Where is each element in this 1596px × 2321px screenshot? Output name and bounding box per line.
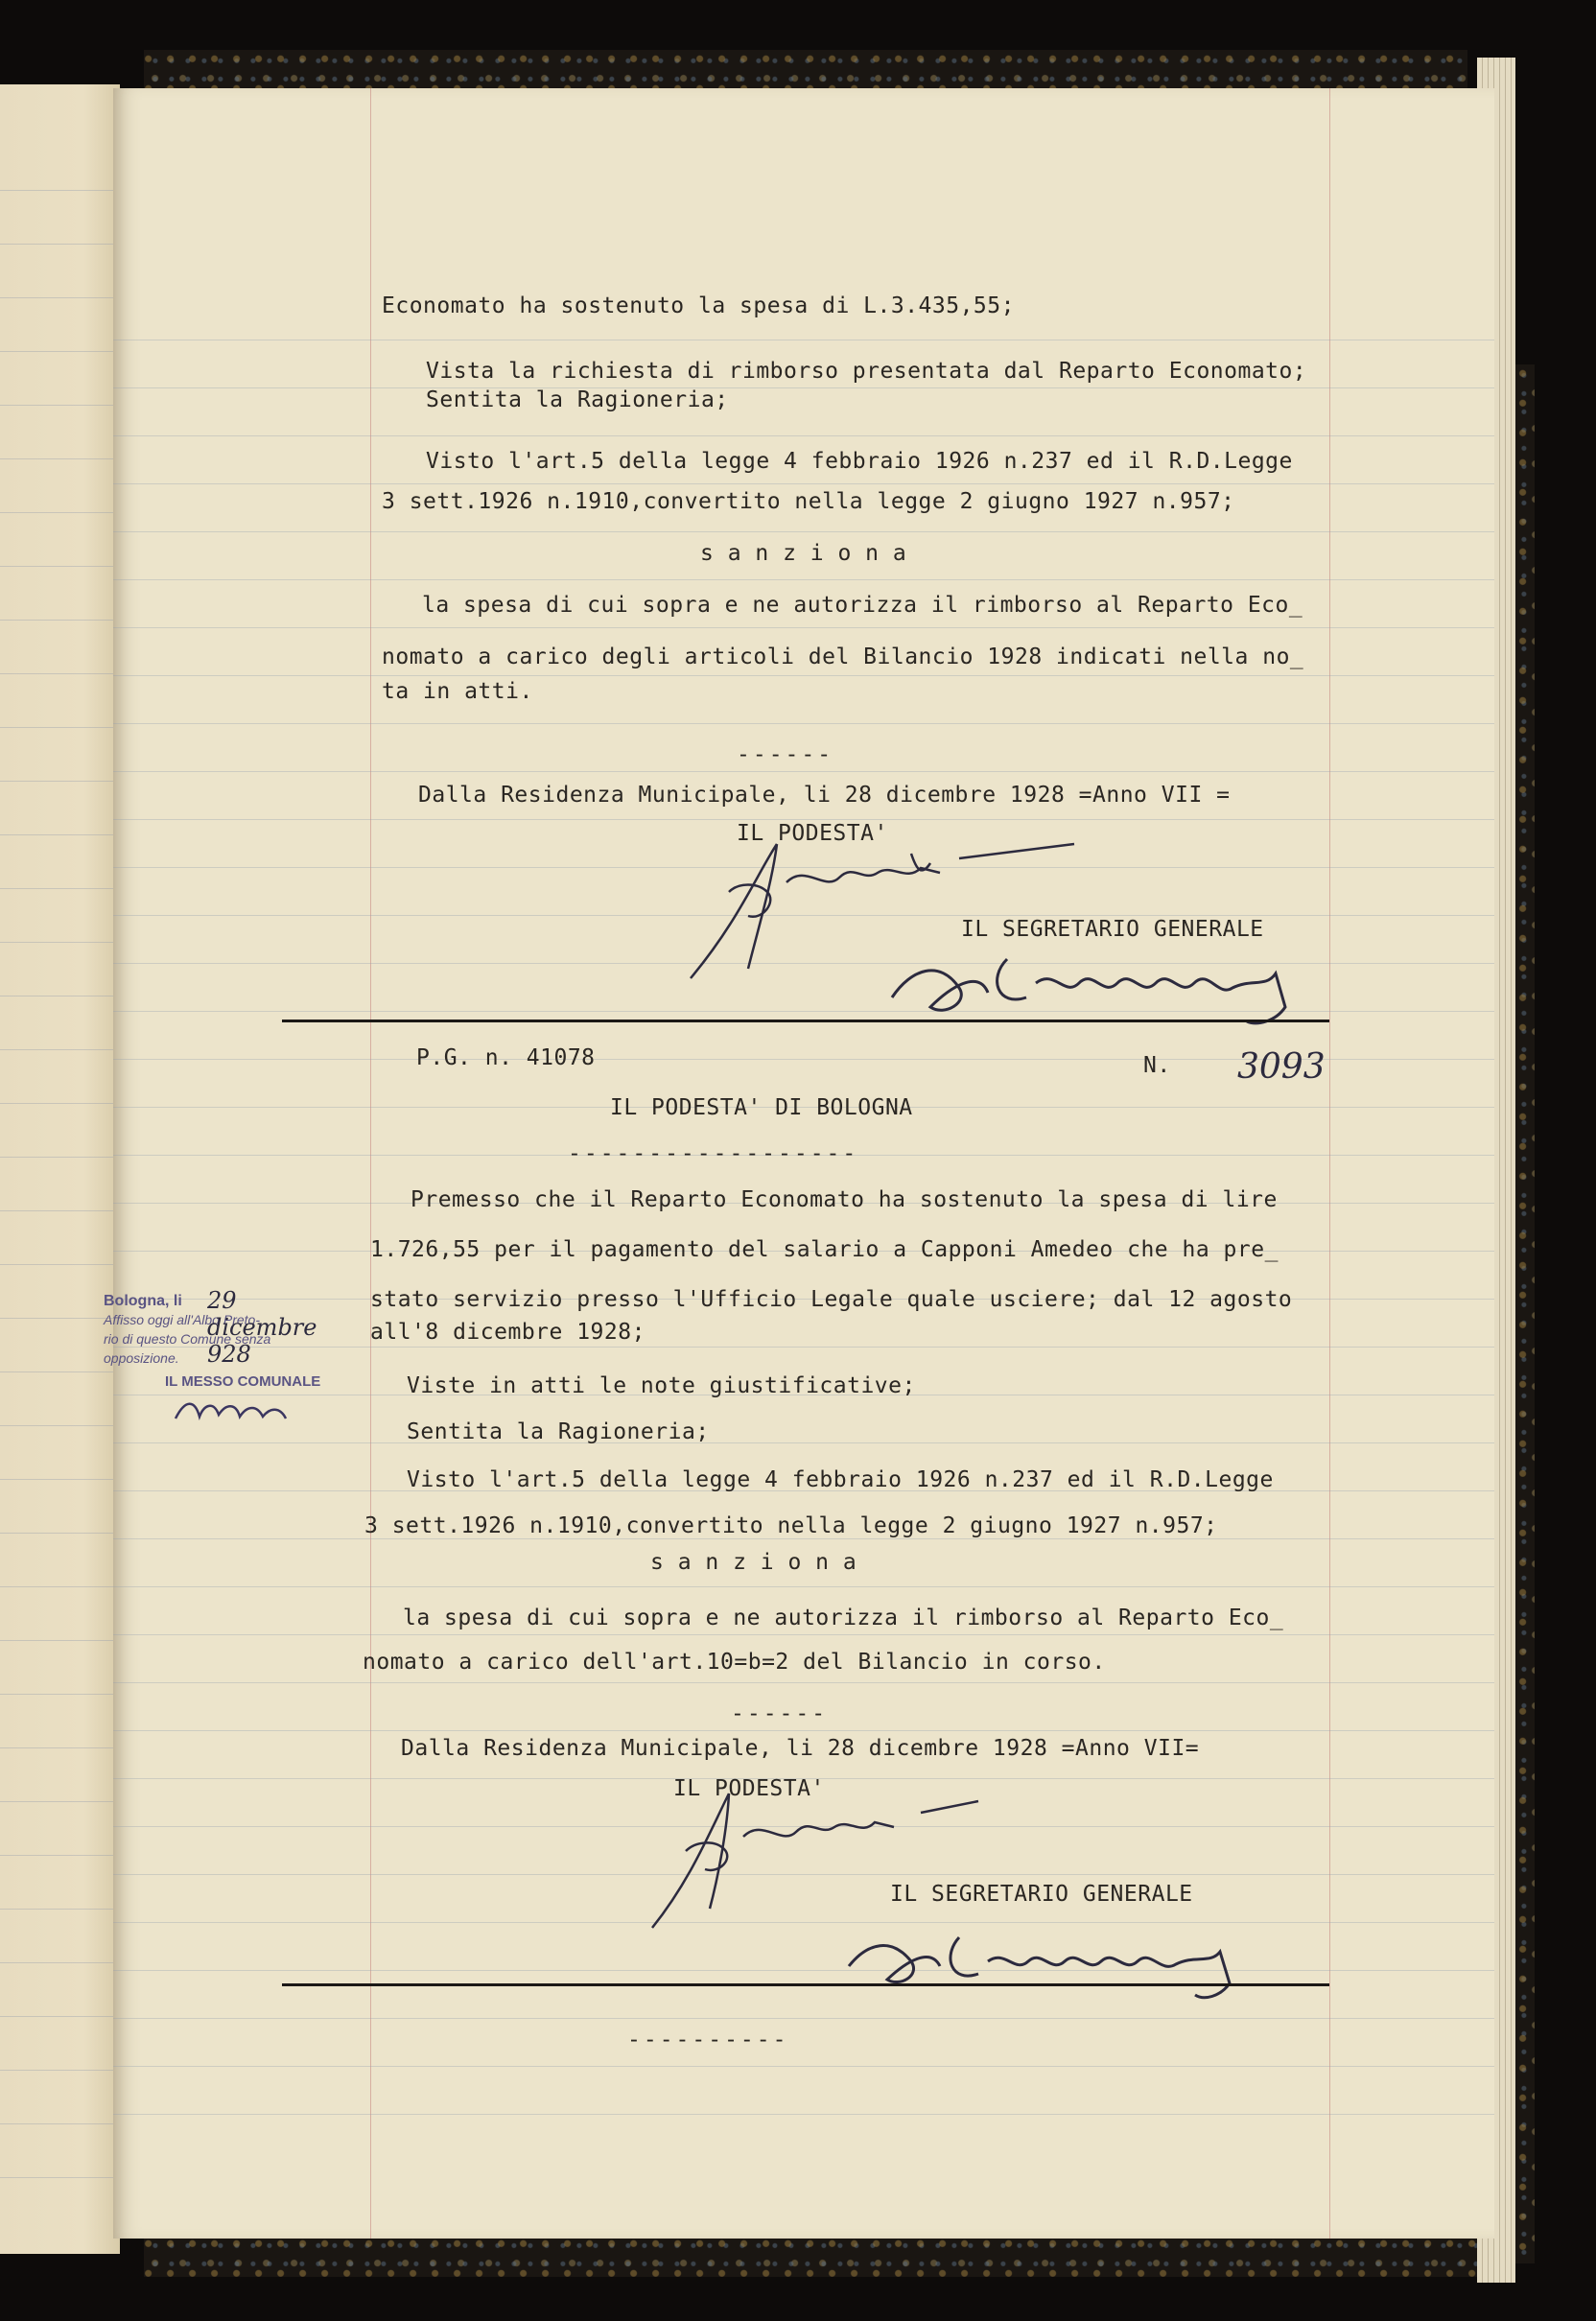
- stamp-line-4: opposizione.: [104, 1350, 179, 1366]
- left-facing-page: [0, 84, 120, 2254]
- section-divider: [282, 1020, 1329, 1022]
- stamp-messo-comunale: IL MESSO COMUNALE: [165, 1373, 321, 1390]
- section-a-line-1: Economato ha sostenuto la spesa di L.3.435,55;: [382, 293, 1015, 318]
- n-value: 3093: [1237, 1047, 1326, 1087]
- binding-top: [144, 50, 1467, 92]
- section-a-dashes: ------: [737, 742, 834, 767]
- section-b-line-5: Viste in atti le note giustificative;: [407, 1373, 916, 1398]
- section-b-dateline: Dalla Residenza Municipale, li 28 dicembre 1928 =Anno VII=: [401, 1736, 1200, 1761]
- section-a-line-4: Visto l'art.5 della legge 4 febbraio 1926 n.237 ed il R.D.Legge: [426, 449, 1293, 474]
- stamp-line-3: rio di questo Comune senza: [104, 1331, 271, 1347]
- section-a-podesta: IL PODESTA': [737, 821, 888, 846]
- section-b-line-6: Sentita la Ragioneria;: [407, 1419, 710, 1444]
- section-end-rule: [282, 1983, 1329, 1986]
- stamp-bologna: Bologna, li: [104, 1293, 182, 1309]
- section-b-sanziona: s a n z i o n a: [650, 1550, 857, 1575]
- albo-pretorio-stamp: [104, 1287, 343, 1433]
- section-a-line-8: ta in atti.: [382, 679, 533, 704]
- section-b-dashes: ------: [731, 1701, 829, 1726]
- section-b-line-2: 1.726,55 per il pagamento del salario a Capponi Amedeo che ha pre_: [370, 1237, 1279, 1262]
- section-b-title-dashes: ------------------: [568, 1141, 859, 1166]
- binding-bottom: [144, 2235, 1487, 2277]
- section-b-line-4: all'8 dicembre 1928;: [370, 1320, 645, 1345]
- section-b-line-9: la spesa di cui sopra e ne autorizza il rimborso al Reparto Eco_: [403, 1606, 1284, 1630]
- segretario-signature-b: [834, 1909, 1295, 2014]
- messo-signature: [171, 1390, 315, 1428]
- section-a-line-2: Vista la richiesta di rimborso presentata dal Reparto Economato;: [426, 359, 1307, 384]
- section-b-line-3: stato servizio presso l'Ufficio Legale quale usciere; dal 12 agosto: [370, 1287, 1293, 1312]
- section-a-segretario: IL SEGRETARIO GENERALE: [961, 917, 1264, 942]
- section-b-line-8: 3 sett.1926 n.1910,convertito nella legge 2 giugno 1927 n.957;: [364, 1513, 1218, 1538]
- section-a-line-5: 3 sett.1926 n.1910,convertito nella legge 2 giugno 1927 n.957;: [382, 489, 1235, 514]
- section-a-line-7: nomato a carico degli articoli del Bilancio 1928 indicati nella no_: [382, 645, 1304, 669]
- end-dashes: ----------: [627, 2028, 789, 2052]
- stamp-date-handwritten: 29 dicembre 928: [207, 1287, 317, 1368]
- section-b-line-1: Premesso che il Reparto Economato ha sostenuto la spesa di lire: [411, 1187, 1278, 1212]
- stamp-line-2: Affisso oggi all'Albo Preto-: [104, 1312, 260, 1327]
- n-label: N.: [1143, 1053, 1171, 1078]
- section-a-line-6: la spesa di cui sopra e ne autorizza il rimborso al Reparto Eco_: [422, 593, 1303, 618]
- pg-number: P.G. n. 41078: [416, 1045, 596, 1070]
- section-b-line-10: nomato a carico dell'art.10=b=2 del Bilancio in corso.: [363, 1650, 1106, 1675]
- section-b-title: IL PODESTA' DI BOLOGNA: [610, 1095, 913, 1120]
- section-a-line-3: Sentita la Ragioneria;: [426, 387, 729, 412]
- section-a-dateline: Dalla Residenza Municipale, li 28 dicembre 1928 =Anno VII =: [418, 783, 1231, 808]
- section-a-sanziona: s a n z i o n a: [700, 541, 907, 566]
- section-b-line-7: Visto l'art.5 della legge 4 febbraio 1926 n.237 ed il R.D.Legge: [407, 1467, 1274, 1492]
- section-b-segretario: IL SEGRETARIO GENERALE: [890, 1882, 1193, 1907]
- section-b-podesta: IL PODESTA': [673, 1776, 825, 1801]
